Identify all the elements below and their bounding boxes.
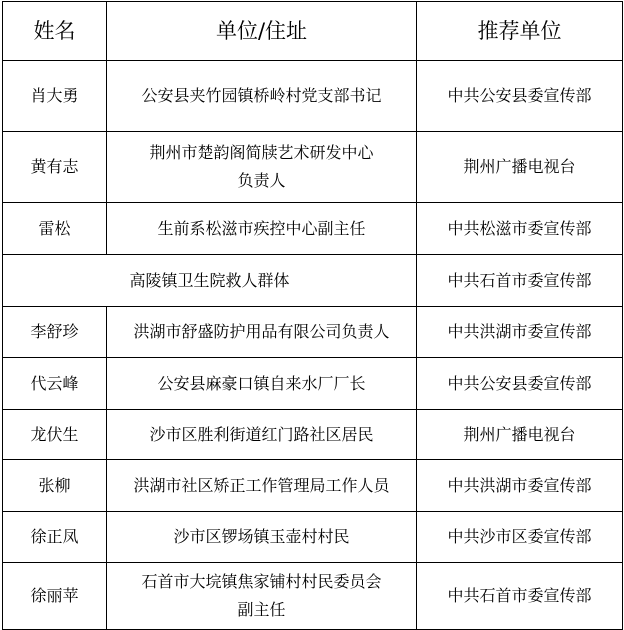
unit-cell: 生前系松滋市疾控中心副主任 bbox=[107, 203, 417, 255]
name-cell: 李舒珍 bbox=[3, 307, 107, 358]
recommender-cell: 荆州广播电视台 bbox=[417, 132, 623, 203]
table-row bbox=[3, 61, 623, 132]
table-row bbox=[3, 358, 623, 410]
unit-cell: 洪湖市舒盛防护用品有限公司负责人 bbox=[107, 307, 417, 358]
unit-cell: 沙市区锣场镇玉壶村村民 bbox=[107, 512, 417, 563]
table-row bbox=[3, 563, 623, 630]
unit-cell bbox=[107, 563, 417, 630]
unit-line: 副主任 bbox=[237, 600, 286, 619]
honoree-table bbox=[2, 1, 623, 630]
unit-cell: 公安县夹竹园镇桥岭村党支部书记 bbox=[107, 61, 417, 132]
table-header-row bbox=[3, 2, 623, 61]
header-unit-address: 单位/住址 bbox=[107, 2, 417, 61]
recommender-cell: 中共石首市委宣传部 bbox=[417, 255, 623, 307]
recommender-cell: 中共松滋市委宣传部 bbox=[417, 203, 623, 255]
unit-cell: 洪湖市社区矫正工作管理局工作人员 bbox=[107, 460, 417, 512]
name-cell: 肖大勇 bbox=[3, 61, 107, 132]
recommender-cell: 中共石首市委宣传部 bbox=[417, 563, 623, 630]
name-cell: 徐丽苹 bbox=[3, 563, 107, 630]
table-row bbox=[3, 512, 623, 563]
name-cell: 龙伏生 bbox=[3, 410, 107, 460]
header-name: 姓名 bbox=[3, 2, 107, 61]
recommender-cell: 中共公安县委宣传部 bbox=[417, 61, 623, 132]
unit-cell bbox=[107, 132, 417, 203]
table-row bbox=[3, 255, 623, 307]
table-row bbox=[3, 132, 623, 203]
recommender-cell: 中共沙市区委宣传部 bbox=[417, 512, 623, 563]
unit-line: 荆州市楚韵阁简牍艺术研发中心 bbox=[149, 143, 374, 162]
unit-line: 负责人 bbox=[237, 171, 286, 190]
table-row bbox=[3, 460, 623, 512]
table-row bbox=[3, 203, 623, 255]
name-cell: 徐正凤 bbox=[3, 512, 107, 563]
name-cell: 代云峰 bbox=[3, 358, 107, 410]
name-cell: 张柳 bbox=[3, 460, 107, 512]
name-cell: 雷松 bbox=[3, 203, 107, 255]
recommender-cell: 中共公安县委宣传部 bbox=[417, 358, 623, 410]
header-recommender: 推荐单位 bbox=[417, 2, 623, 61]
recommender-cell: 中共洪湖市委宣传部 bbox=[417, 460, 623, 512]
unit-cell: 沙市区胜利街道红门路社区居民 bbox=[107, 410, 417, 460]
table-row bbox=[3, 307, 623, 358]
name-cell: 黄有志 bbox=[3, 132, 107, 203]
unit-line: 石首市大垸镇焦家铺村村民委员会 bbox=[141, 572, 382, 591]
recommender-cell: 荆州广播电视台 bbox=[417, 410, 623, 460]
unit-cell: 公安县麻豪口镇自来水厂厂长 bbox=[107, 358, 417, 410]
recommender-cell: 中共洪湖市委宣传部 bbox=[417, 307, 623, 358]
group-unit-cell: 高陵镇卫生院救人群体 bbox=[3, 255, 417, 307]
table-row bbox=[3, 410, 623, 460]
